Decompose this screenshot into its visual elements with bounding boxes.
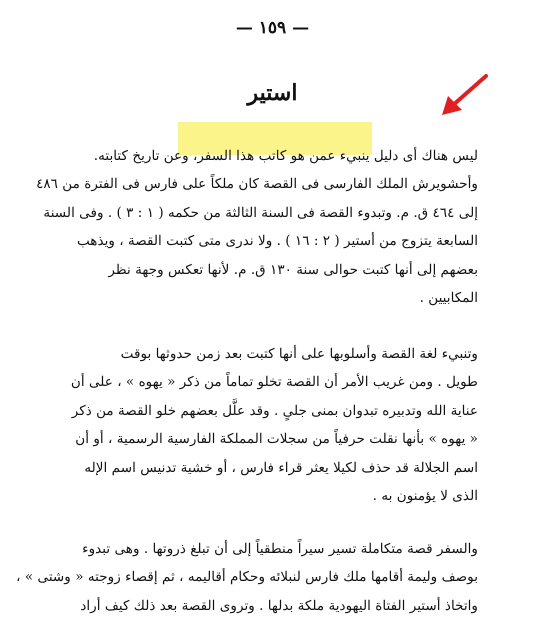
text-line: عناية الله وتدبيره تبدوان بمنى جلىٍ . وقد علَّل بعضهم خلو القصة من ذكر: [71, 402, 478, 419]
text-line: بوصف وليمة أقامها ملك فارس لنبلائه وحكام أقاليمه ، ثم إقصاء زوجته « وشتى » ،: [16, 569, 478, 586]
text-line: واتخاذ أستير الفتاة اليهودية ملكة بدلها . وتروى القصة بعد ذلك كيف أراد: [80, 597, 478, 614]
paragraph-1: [36, 142, 478, 312]
text-line: طويل . ومن غريب الأمر أن القصة تخلو تماماً من ذكر « يهوه » ، على أن: [70, 374, 478, 391]
text-line: بعضهم إلى أنها كتبت حوالى سنة ١٣٠ ق. م. لأنها تعكس وجهة نظر: [108, 261, 478, 278]
paragraph-2: [60, 340, 478, 510]
page-title: استير: [247, 80, 298, 106]
text-line: وأحشويرش الملك الفارسى فى القصة كان ملكاً على فارس فى الفترة من ٤٨٦: [36, 176, 478, 193]
text-line: السابعة يتزوج من أستير ( ٢ : ١٦ ) . ولا ندرى متى كتبت القصة ، ويذهب: [76, 233, 478, 250]
text-line: وتنبيء لغة القصة وأسلوبها على أنها كتبت بعد زمن حدوثها بوقت: [120, 346, 478, 362]
text-line: والسفر قصة متكاملة تسير سيراً منطقياً إلى أن تبلغ ذروتها . وهى تبدوء: [82, 541, 478, 557]
text-line: ليس هناك أى دليل ينبيء عمن هو كاتب هذا السفر، وعن تاريخ كتابته.: [93, 148, 478, 164]
text-line: اسم الجلالة قد حذف لكيلا يعثر قراء فارس ، أو خشية تدنيس اسم الإله: [84, 459, 478, 476]
text-line: الذى لا يؤمنون به .: [372, 488, 478, 505]
page-number: — ١٥٩ —: [235, 18, 310, 38]
text-line: إلى ٤٦٤ ق. م. وتبدوء القصة فى السنة الثالثة من حكمه ( ١ : ٣ ) . وفى السنة: [43, 204, 478, 221]
text-line: المكابيين .: [419, 290, 478, 307]
text-line: « يهوه » بأنها نقلت حرفياً من سجلات المملكة الفارسية الرسمية ، أو أن: [75, 431, 478, 448]
paragraph-3: [16, 535, 478, 620]
